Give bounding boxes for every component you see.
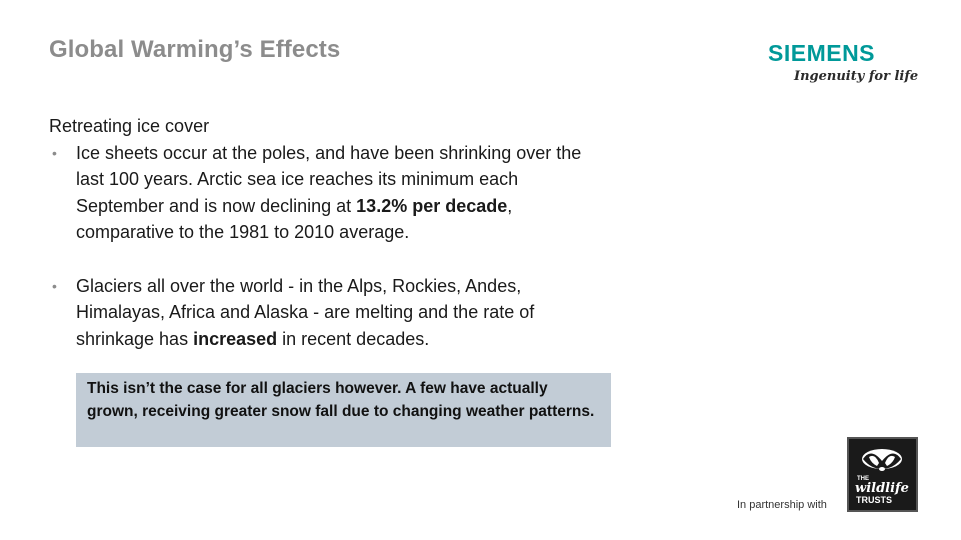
bullet-dot-icon: • <box>52 277 57 294</box>
bullet-text: in recent decades. <box>277 328 430 349</box>
logo-trusts-text: TRUSTS <box>856 495 892 505</box>
siemens-wordmark: SIEMENS <box>768 40 876 66</box>
bullet-glaciers <box>49 273 589 353</box>
wildlife-trusts-logo <box>847 437 918 512</box>
callout-box: This isn’t the case for all glaciers however. A few have actually grown, receiving greater snow fall due to changing weather patterns. <box>76 373 611 447</box>
logo-wildlife-text: wildlife <box>855 481 909 496</box>
bullet-ice-sheets <box>49 140 589 246</box>
section-heading: Retreating ice cover <box>49 116 210 136</box>
siemens-tagline: Ingenuity for life <box>794 69 919 84</box>
bullet-text: Ice sheets occur at the poles, and have been shrinking over the last 100 years. Arctic sea ice reaches its minimum each September and is now declining at <box>76 142 582 216</box>
main-content <box>49 113 589 352</box>
bullet-emphasis: 13.2% per decade <box>356 195 508 216</box>
bullet-text: Glaciers all over the world - in the Alps, Rockies, Andes, Himalayas, Africa and Alaska - are melting and the rate of shrinkage has <box>76 275 535 349</box>
badger-icon <box>849 439 916 510</box>
siemens-logo <box>768 40 919 92</box>
bullet-emphasis: increased <box>193 328 278 349</box>
page-title: Global Warming’s Effects <box>49 36 341 63</box>
bullet-dot-icon: • <box>52 144 57 161</box>
partnership-label: In partnership with <box>737 499 827 511</box>
logo-the-text: THE <box>857 476 869 482</box>
bullet-text: , comparative to the 1981 to 2010 average. <box>76 195 513 242</box>
